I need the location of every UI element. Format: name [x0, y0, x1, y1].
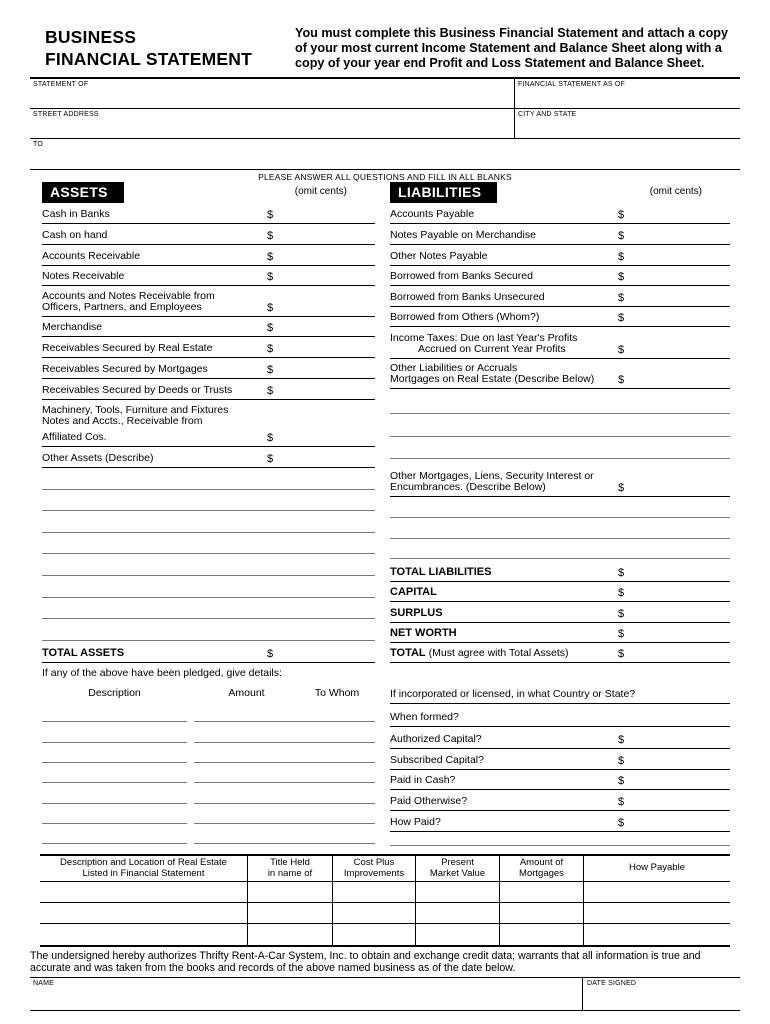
dollar-sign: $: [267, 302, 274, 314]
liability-row-notes-payable-merchandise: [390, 224, 730, 245]
re-cell-field[interactable]: [416, 903, 500, 923]
asset-label-line: Affiliated Cos.: [42, 431, 107, 443]
pledged-amount-towhom-field[interactable]: [194, 702, 375, 722]
asset-label: [42, 271, 267, 285]
total-label-line: SURPLUS: [390, 607, 443, 619]
title-line-2: FINANCIAL STATEMENT: [45, 49, 252, 69]
authorization-text: The undersigned hereby authorizes Thrifty Rent-A-Car System, Inc. to obtain and exchange credit data; warrants that all information is true and accurate and was taken from the books and records of the above named business as of the date below.: [30, 950, 701, 974]
liability-label: [390, 333, 618, 358]
asset-label: [42, 453, 267, 467]
gap: [390, 663, 730, 677]
dollar-sign: $: [618, 271, 625, 283]
asset-row-accounts-receivable: [42, 245, 375, 266]
asset-label: [42, 209, 267, 223]
liability-label: [390, 230, 618, 244]
dollar-sign: $: [618, 775, 625, 787]
asset-describe-line[interactable]: [42, 468, 375, 490]
dollar-sign: $: [618, 817, 625, 829]
re-cell-field[interactable]: [584, 882, 730, 902]
re-cell-field[interactable]: [40, 882, 248, 902]
dollar-sign: $: [267, 251, 274, 263]
when-formed-label: [390, 712, 730, 726]
pledged-row: [42, 763, 375, 783]
question-line: Paid in Cash?: [390, 774, 456, 786]
dollar-sign: $: [618, 251, 625, 263]
dollar-sign: $: [267, 230, 274, 242]
asset-describe-line[interactable]: [42, 511, 375, 533]
asset-describe-line[interactable]: [42, 598, 375, 620]
asset-row-other-assets: [42, 447, 375, 468]
asset-label-line: Officers, Partners, and Employees: [42, 301, 202, 313]
asset-label-line: Receivables Secured by Deeds or Trusts: [42, 384, 233, 396]
asset-label-line: Other Assets (Describe): [42, 452, 154, 464]
real-estate-row: [40, 882, 730, 903]
asset-label: [42, 322, 267, 336]
liability-label-line: Other Liabilities or Accruals: [390, 362, 518, 374]
info-row-2: [30, 109, 740, 139]
re-col-description: [40, 856, 248, 881]
pledged-col-amount: Amount: [228, 686, 265, 699]
re-col-cost-plus: [333, 856, 416, 881]
asset-describe-line[interactable]: [42, 490, 375, 512]
capital-label: [390, 587, 618, 601]
liabilities-column: [390, 182, 730, 846]
re-col-label: How Payable: [629, 862, 685, 874]
liability-label-line: Borrowed from Banks Secured: [390, 270, 533, 282]
liability-label-line: Borrowed from Banks Unsecured: [390, 291, 545, 303]
asset-row-receivables-deeds: [42, 379, 375, 400]
statement-of-label: STATEMENT OF: [33, 81, 89, 88]
assets-heading: ASSETS: [42, 182, 124, 203]
question-line: When formed?: [390, 711, 459, 723]
real-estate-row: [40, 924, 730, 945]
liability-label-line: Encumbrances. (Describe Below): [390, 481, 546, 493]
assets-header: [42, 182, 375, 203]
liability-label: [390, 312, 618, 326]
asset-label-line: Notes Receivable: [42, 270, 125, 282]
dollar-sign: $: [618, 648, 625, 660]
re-cell-field[interactable]: [416, 882, 500, 902]
dollar-sign: $: [618, 755, 625, 767]
dollar-sign: $: [618, 608, 625, 620]
street-address-label: STREET ADDRESS: [33, 111, 99, 118]
form-header: [30, 0, 740, 71]
pledged-amount-towhom-field[interactable]: [194, 783, 375, 803]
re-col-label: Present: [441, 857, 474, 868]
asset-row-cash-on-hand: [42, 224, 375, 245]
dollar-sign: $: [618, 628, 625, 640]
assets-column: [42, 182, 375, 844]
question-line: How Paid?: [390, 816, 441, 828]
net-worth-label: [390, 628, 618, 642]
re-col-present-value: [416, 856, 500, 881]
liability-row-income-taxes: [390, 327, 730, 359]
liability-row-other-notes-payable: [390, 245, 730, 266]
info-row-1: [30, 79, 740, 109]
re-col-label: Market Value: [429, 867, 486, 879]
re-col-label: Description and Location of Real Estate: [60, 857, 227, 868]
how-paid-label: [390, 817, 618, 831]
pledged-description-field[interactable]: [42, 804, 187, 824]
asset-label: [42, 230, 267, 244]
pledged-description-field[interactable]: [42, 763, 187, 783]
total-label-line: CAPITAL: [390, 586, 437, 598]
paid-otherwise-label: [390, 796, 618, 810]
liability-label: [390, 363, 618, 388]
asset-label: [42, 405, 267, 446]
pledged-col-description: Description: [88, 686, 141, 699]
liabilities-header: [390, 182, 730, 203]
liability-describe-line[interactable]: [390, 437, 730, 459]
pledged-amount-towhom-field[interactable]: [194, 824, 375, 844]
liability-row-other-mortgages-liens: [390, 459, 730, 497]
assets-omit-cents: (omit cents): [294, 186, 347, 197]
name-field[interactable]: [30, 978, 583, 1010]
re-cell-field[interactable]: [248, 882, 333, 902]
dollar-sign: $: [267, 647, 274, 660]
dollar-sign: $: [267, 385, 274, 397]
asset-label-line: Accounts and Notes Receivable from: [42, 290, 215, 302]
liability-label-line: Other Mortgages, Liens, Security Interest or: [390, 470, 594, 482]
authorized-capital-row: [390, 727, 730, 749]
subscribed-capital-row: [390, 749, 730, 770]
real-estate-table: [40, 854, 730, 947]
grand-total-label-line: [390, 648, 618, 659]
liability-label: [390, 471, 618, 496]
net-worth-row: [390, 623, 730, 643]
asset-describe-line[interactable]: [42, 619, 375, 641]
capital-row: [390, 582, 730, 602]
dollar-sign: $: [618, 374, 625, 386]
liability-label-line: Other Notes Payable: [390, 250, 488, 262]
pledged-row: [42, 824, 375, 844]
liability-label: [390, 292, 618, 306]
asset-row-machinery-affiliated: [42, 400, 375, 447]
liability-row-accounts-payable: [390, 203, 730, 224]
when-formed-row: [390, 704, 730, 727]
asset-label-line: Receivables Secured by Real Estate: [42, 342, 213, 354]
re-cell-field[interactable]: [500, 924, 584, 945]
asset-row-notes-receivable: [42, 266, 375, 286]
liability-label-line: Notes Payable on Merchandise: [390, 229, 536, 241]
pledged-column-headers: [42, 682, 375, 702]
pledged-amount-towhom-field[interactable]: [194, 722, 375, 742]
total-label-line: NET WORTH: [390, 627, 457, 639]
liability-extra-line[interactable]: [390, 832, 730, 846]
dollar-sign: $: [267, 343, 274, 355]
liability-describe-line[interactable]: [390, 518, 730, 539]
liability-label-line: Income Taxes: Due on last Year's Profits: [390, 332, 578, 344]
liability-describe-line[interactable]: [390, 414, 730, 437]
re-cell-field[interactable]: [248, 903, 333, 923]
asset-label-line: Merchandise: [42, 321, 103, 333]
asset-describe-line[interactable]: [42, 576, 375, 598]
asset-row-receivables-mortgages: [42, 358, 375, 379]
signature-table: [30, 977, 740, 1011]
re-col-label: Mortgages: [519, 867, 564, 879]
liability-label-line: Mortgages on Real Estate (Describe Below): [390, 373, 595, 385]
dollar-sign: $: [618, 230, 625, 242]
re-col-label: Listed in Financial Statement: [82, 867, 205, 879]
dollar-sign: $: [267, 271, 274, 283]
question-line: If incorporated or licensed, in what Country or State?: [390, 688, 636, 700]
name-label: NAME: [33, 980, 55, 987]
dollar-sign: $: [267, 322, 274, 334]
asset-label-line: Cash on hand: [42, 229, 108, 241]
pledged-col-to-whom: To Whom: [314, 686, 360, 699]
re-cell-field[interactable]: [500, 903, 584, 923]
asset-label-line: Cash in Banks: [42, 208, 110, 220]
asset-describe-line[interactable]: [42, 533, 375, 555]
question-line: Paid Otherwise?: [390, 795, 468, 807]
asset-label-line: Receivables Secured by Mortgages: [42, 363, 208, 375]
re-cell-field[interactable]: [584, 924, 730, 945]
total-label-line: TOTAL LIABILITIES: [390, 566, 492, 578]
dollar-sign: $: [618, 344, 625, 356]
paid-in-cash-row: [390, 770, 730, 790]
dollar-sign: $: [267, 432, 274, 444]
to-label: TO: [33, 141, 43, 148]
re-col-label: Title Held: [270, 857, 310, 868]
street-address-field[interactable]: [30, 109, 515, 138]
asset-label-line: Notes and Accts., Receivable from: [42, 415, 203, 427]
financial-statement-as-of-field[interactable]: [515, 79, 740, 108]
re-cell-field[interactable]: [248, 924, 333, 945]
body-section: [30, 182, 740, 854]
question-line: Subscribed Capital?: [390, 754, 484, 766]
re-col-label: Improvements: [343, 867, 405, 879]
incorporation-country-label: [390, 689, 730, 703]
liability-row-borrowed-from-others: [390, 307, 730, 327]
pledged-amount-towhom-field[interactable]: [194, 763, 375, 783]
pledged-row: [42, 743, 375, 763]
liability-label-line: Borrowed from Others (Whom?): [390, 311, 540, 323]
re-cell-field[interactable]: [584, 903, 730, 923]
title-line-1: BUSINESS: [45, 27, 137, 47]
statement-of-field[interactable]: [30, 79, 515, 108]
real-estate-header-row: [40, 856, 730, 882]
pledged-intro: If any of the above have been pledged, give details:: [42, 666, 282, 679]
asset-row-cash-in-banks: [42, 203, 375, 224]
dollar-sign: $: [267, 453, 274, 465]
re-cell-field[interactable]: [333, 903, 416, 923]
re-col-mortgages: [500, 856, 584, 881]
pledged-description-field[interactable]: [42, 722, 187, 742]
subscribed-capital-label: [390, 755, 618, 769]
page-title: [45, 26, 295, 71]
pledged-amount-towhom-field[interactable]: [194, 804, 375, 824]
total-liabilities-row: [390, 559, 730, 582]
asset-label: [42, 343, 267, 357]
liability-label-line: Accounts Payable: [390, 208, 475, 220]
asset-label: [42, 364, 267, 378]
asset-row-receivables-real-estate: [42, 337, 375, 358]
grand-total-row: [390, 643, 730, 663]
dollar-sign: $: [618, 796, 625, 808]
total-assets-label-line: TOTAL ASSETS: [42, 646, 125, 659]
date-signed-field[interactable]: [583, 978, 740, 1010]
asset-row-merchandise: [42, 317, 375, 337]
liabilities-heading: LIABILITIES: [390, 182, 497, 203]
liability-row-other-liabilities-mortgages: [390, 359, 730, 389]
pledged-description-field[interactable]: [42, 783, 187, 803]
grand-total-label: [390, 648, 618, 662]
pledged-row: [42, 702, 375, 722]
dollar-sign: $: [618, 292, 625, 304]
liabilities-omit-cents: (omit cents): [649, 186, 702, 197]
fill-all-blanks-note: PLEASE ANSWER ALL QUESTIONS AND FILL IN ALL BLANKS: [258, 172, 512, 182]
asset-describe-line[interactable]: [42, 554, 375, 576]
asset-label-line: Machinery, Tools, Furniture and Fixtures: [42, 404, 229, 416]
dollar-sign: $: [618, 312, 625, 324]
pledged-row: [42, 783, 375, 803]
total-liabilities-label: [390, 567, 618, 581]
real-estate-row: [40, 903, 730, 924]
to-field[interactable]: [30, 139, 740, 169]
asset-label: [42, 251, 267, 265]
pledged-description-field[interactable]: [42, 824, 187, 844]
re-cell-field[interactable]: [500, 882, 584, 902]
how-paid-row: [390, 811, 730, 832]
re-cell-field[interactable]: [40, 903, 248, 923]
dollar-sign: $: [618, 587, 625, 599]
grand-total-word: TOTAL: [390, 647, 426, 659]
pledged-row: [42, 804, 375, 824]
liability-label: [390, 209, 618, 223]
asset-label: [42, 385, 267, 399]
as-of-label: FINANCIAL STATEMENT AS OF: [518, 81, 626, 88]
pledged-description-field[interactable]: [42, 743, 187, 763]
liability-describe-line[interactable]: [390, 497, 730, 518]
re-col-title-held: [248, 856, 333, 881]
total-assets-row: [42, 641, 375, 663]
re-cell-field[interactable]: [333, 882, 416, 902]
liability-row-borrowed-banks-secured: [390, 266, 730, 286]
instructions-text: You must complete this Business Financial Statement and attach a copy of your most current Income Statement and Balance Sheet along with a copy of your year end Profit and Loss Statement and Balance Sheet.: [295, 26, 728, 70]
re-col-label: in name of: [267, 867, 313, 879]
paid-otherwise-row: [390, 790, 730, 811]
re-cell-field[interactable]: [333, 924, 416, 945]
dollar-sign: $: [618, 734, 625, 746]
date-signed-label: DATE SIGNED: [587, 980, 637, 987]
incorporation-country-row: [390, 677, 730, 704]
total-assets-label: [42, 648, 267, 662]
dollar-sign: $: [267, 209, 274, 221]
city-and-state-label: CITY AND STATE: [518, 111, 577, 118]
surplus-row: [390, 602, 730, 623]
re-col-label: Amount of: [519, 857, 564, 868]
info-row-3: [30, 139, 740, 170]
asset-row-accounts-notes-from-officers: [42, 286, 375, 317]
surplus-label: [390, 608, 618, 622]
paid-in-cash-label: [390, 775, 618, 789]
pledged-description-field[interactable]: [42, 702, 187, 722]
re-col-how-payable: [584, 856, 730, 881]
liability-label: [390, 271, 618, 285]
question-line: Authorized Capital?: [390, 733, 482, 745]
liability-describe-line[interactable]: [390, 389, 730, 414]
grand-total-note: (Must agree with Total Assets): [428, 647, 569, 659]
liability-label-line: Accrued on Current Year Profits: [418, 343, 566, 355]
authorized-capital-label: [390, 734, 618, 748]
liability-label: [390, 251, 618, 265]
re-cell-field[interactable]: [416, 924, 500, 945]
dollar-sign: $: [267, 364, 274, 376]
pledged-amount-towhom-field[interactable]: [194, 743, 375, 763]
dollar-sign: $: [618, 482, 625, 494]
re-cell-field[interactable]: [40, 924, 248, 945]
city-and-state-field[interactable]: [515, 109, 740, 138]
liability-describe-line[interactable]: [390, 539, 730, 559]
liability-row-borrowed-banks-unsecured: [390, 286, 730, 307]
asset-label: [42, 291, 267, 316]
dollar-sign: $: [618, 209, 625, 221]
pledged-row: [42, 722, 375, 742]
asset-label-line: Accounts Receivable: [42, 250, 141, 262]
info-table: [30, 77, 740, 170]
re-col-label: Cost Plus: [353, 857, 395, 868]
dollar-sign: $: [618, 567, 625, 579]
